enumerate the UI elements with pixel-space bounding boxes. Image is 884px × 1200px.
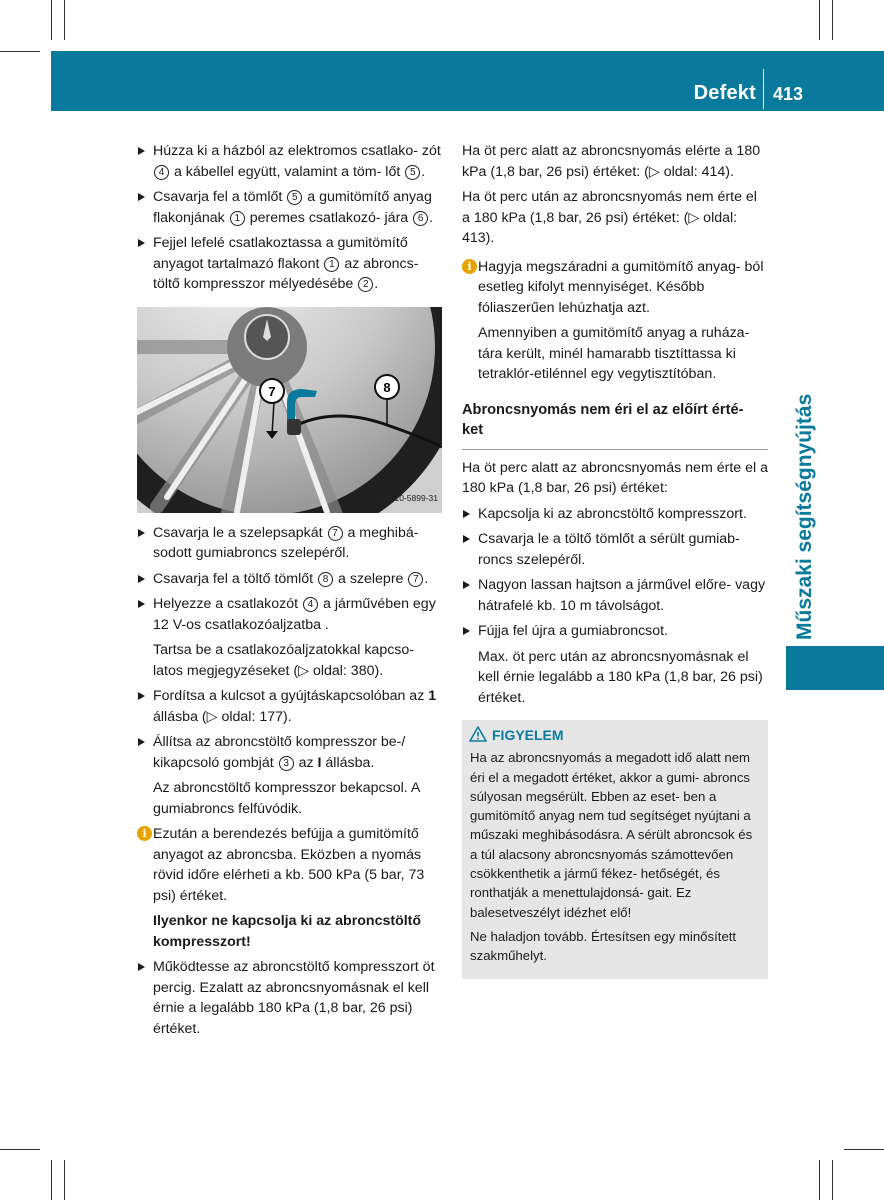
callout-number: 8	[318, 572, 333, 587]
warning-box	[462, 720, 768, 979]
step-note: Tartsa be a csatlakozóaljzatokkal kapcso- latos megjegyzéseket (▷ oldal: 380).	[153, 642, 415, 679]
warning-heading: FIGYELEM	[466, 726, 760, 745]
callout-number: 3	[279, 756, 294, 771]
wheel-drawing	[137, 307, 442, 513]
warning-text: Ha az abroncsnyomás a megadott idő alatt nem éri el a megadott értéket, akkor a gumi- abroncs súlyosan megsérült. Ebben az eset- ben a gumitömítő anyag nem tud segítséget nyújtani a műszaki meghibásodásra. A sérült abroncsok és a túl alacsony abroncsnyomás számottevően csökkenthetik a jármű fékez- hetőségét, és ronthatják a menettulajdonsá- gait. Ez balesetveszélyt idézhet elő!	[470, 750, 753, 920]
instruction-step: Működtesse az abroncstöltő kompresszort öt percig. Ezalatt az abroncsnyomásnak el kell érnie a legalább 180 kPa (1,8 bar, 26 psi) értéket.	[137, 957, 442, 1039]
callout-number: 7	[408, 572, 423, 587]
crop-mark	[64, 1160, 65, 1200]
callout-number: 4	[303, 597, 318, 612]
crop-mark	[819, 1160, 820, 1200]
heading-rule	[462, 449, 768, 450]
callout-number: 4	[154, 165, 169, 180]
instruction-step: Kapcsolja ki az abroncstöltő kompresszort.	[462, 504, 768, 525]
crop-mark	[51, 0, 52, 40]
section-title: Defekt	[693, 82, 756, 104]
callout-number: 5	[287, 190, 302, 205]
instruction-step: Csavarja le a szelepsapkát 7 a meghibá- sodott gumiabroncs szelepéről.	[137, 523, 442, 564]
left-column	[137, 141, 442, 1044]
figure-caption: P40.10-5899-31	[377, 493, 438, 503]
paragraph: Ha öt perc után az abroncsnyomás nem érte el a 180 kPa (1,8 bar, 26 psi) értéket: (▷ oldal: 413).	[462, 189, 757, 246]
instruction-step: Csavarja fel a töltő tömlőt 8 a szelepre 7 .	[137, 569, 442, 590]
info-emphasis: Ilyenkor ne kapcsolja ki az abroncstöltő kompresszort!	[153, 913, 422, 950]
callout-number: 6	[413, 211, 428, 226]
instruction-step: Csavarja le a töltő tömlőt a sérült gumiab- roncs szelepéről.	[462, 529, 768, 570]
info-note: i Ezután a berendezés befújja a gumitömítő anyagot az abroncsba. Eközben a nyomás rövid időre elérheti a kb. 500 kPa (5 bar, 73 psi) értéket. Ilyenkor ne kapcsolja ki az abroncstöltő kompresszort!	[137, 824, 442, 952]
callout-number: 5	[405, 165, 420, 180]
instruction-step: Helyezze a csatlakozót 4 a járművében egy 12 V-os csatlakozóaljzatba .	[137, 594, 442, 635]
section-heading: Abroncsnyomás nem éri el az előírt érté- ket	[462, 401, 744, 438]
wheel-illustration	[137, 307, 442, 513]
page-header	[51, 51, 884, 111]
info-icon: i	[462, 259, 477, 274]
instruction-step: Fújja fel újra a gumiabroncsot.	[462, 621, 768, 642]
page-number: 413	[773, 84, 804, 104]
header-divider	[763, 69, 764, 109]
crop-mark	[0, 1149, 40, 1150]
crop-mark	[64, 0, 65, 40]
crop-mark	[844, 1149, 884, 1150]
instruction-step: Fordítsa a kulcsot a gyújtáskapcsolóban az 1 állásba (▷ oldal: 177).	[137, 686, 442, 727]
crop-mark	[0, 51, 40, 52]
callout-number: 7	[328, 526, 343, 541]
chapter-tab-label: Műszaki segítségnyújtás	[793, 393, 816, 640]
info-note: i Hagyja megszáradni a gumitömítő anyag- ból esetleg kifolyt mennyiséget. Később fóliaszerűen lehúzhatja azt. Amennyiben a gumitömítő anyag a ruháza- tára került, minél hamarabb tisztíttassa ki tetraklór-etilénnel egy vegytisztítóban.	[462, 257, 768, 385]
crop-mark	[819, 0, 820, 40]
warning-triangle-icon	[469, 726, 487, 742]
crop-mark	[51, 1160, 52, 1200]
warning-text: Ne haladjon tovább. Értesítsen egy minősített szakműhelyt.	[470, 928, 737, 964]
crop-mark	[832, 0, 833, 40]
paragraph: Ha öt perc alatt az abroncsnyomás elérte a 180 kPa (1,8 bar, 26 psi) értéket: (▷ oldal: 414).	[462, 143, 761, 180]
info-icon: i	[137, 826, 152, 841]
instruction-step: Fejjel lefelé csatlakoztassa a gumitömítő anyagot tartalmazó flakont 1 az abroncs- töltő kompresszor mélyedésébe 2 .	[137, 233, 442, 295]
right-column	[462, 141, 768, 979]
callout-7-label: 7	[268, 383, 276, 399]
callout-number: 2	[358, 277, 373, 292]
callout-8-label: 8	[383, 379, 391, 395]
step-note: Az abroncstöltő kompresszor bekapcsol. A gumiabroncs felfúvódik.	[153, 780, 420, 817]
instruction-step: Húzza ki a házból az elektromos csatlako- zót 4 a kábellel együtt, valamint a töm- lőt 5 .	[137, 141, 442, 182]
callout-number: 1	[324, 257, 339, 272]
callout-number: 1	[230, 211, 245, 226]
instruction-step: Állítsa az abroncstöltő kompresszor be-/ kikapcsoló gombját 3 az I állásba.	[137, 732, 442, 773]
instruction-step: Nagyon lassan hajtson a járművel előre- vagy hátrafelé kb. 10 m távolságot.	[462, 575, 768, 616]
step-note: Max. öt perc után az abroncsnyomásnak el kell érnie legalább a 180 kPa (1,8 bar, 26 psi) értéket.	[478, 648, 763, 706]
crop-mark	[832, 1160, 833, 1200]
paragraph: Ha öt perc alatt az abroncsnyomás nem érte el a 180 kPa (1,8 bar, 26 psi) értéket:	[462, 459, 768, 496]
chapter-tab-marker	[786, 646, 884, 690]
instruction-step: Csavarja fel a tömlőt 5 a gumitömítő anyag flakonjának 1 peremes csatlakozó- jára 6 .	[137, 187, 442, 228]
